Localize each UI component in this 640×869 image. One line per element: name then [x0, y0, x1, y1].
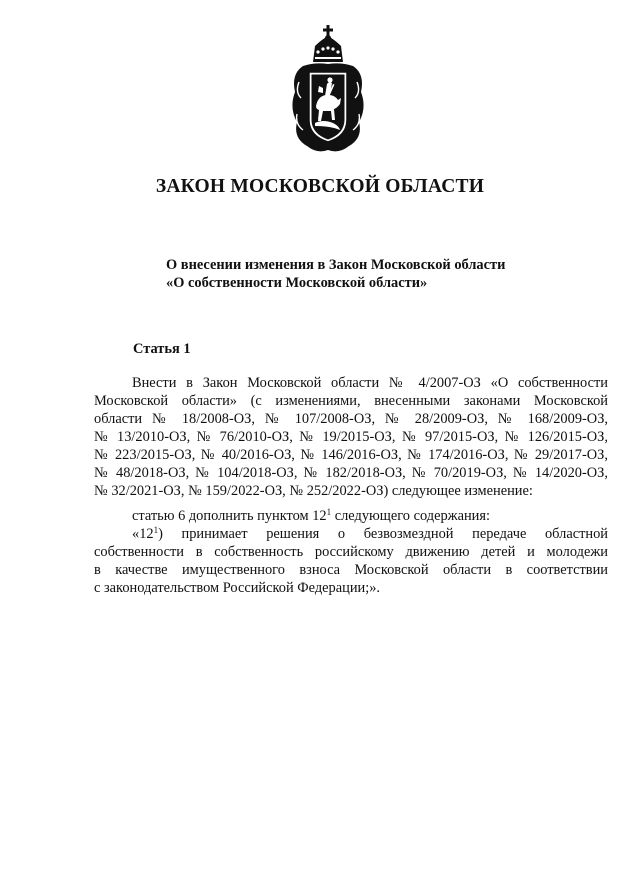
article-heading: Статья 1: [133, 341, 191, 357]
paragraph-line: № 13/2010-ОЗ, № 76/2010-ОЗ, № 19/2015-ОЗ, № 97/2015-ОЗ, № 126/2015-ОЗ,: [94, 429, 608, 445]
paragraph-line: № 223/2015-ОЗ, № 40/2016-ОЗ, № 146/2016-ОЗ, № 174/2016-ОЗ, № 29/2017-ОЗ,: [94, 447, 608, 463]
instruction-text: следующего содержания:: [331, 508, 490, 524]
subtitle-line-2: «О собственности Московской области»: [166, 275, 428, 291]
superscript: 1: [153, 525, 159, 535]
quote-text: ) принимает решения о безвозмездной передаче областной: [158, 526, 608, 542]
law-subtitle: [166, 256, 586, 292]
amendment-instruction: [94, 507, 608, 525]
quote-first-line: [94, 525, 608, 543]
quote-line: в качестве имущественного взноса Московской области в соответствии: [94, 562, 608, 578]
paragraph-line: Московской области» (с изменениями, внесенными законами Московской: [94, 393, 608, 409]
paragraph-line: Внести в Закон Московской области № 4/2007-ОЗ «О собственности: [132, 375, 608, 391]
quote-line: собственности в собственность российскому движению детей и молодежи: [94, 544, 608, 560]
superscript: 1: [326, 507, 332, 517]
instruction-text: статью 6 дополнить пунктом 12: [132, 508, 327, 524]
coat-of-arms-emblem: [285, 22, 371, 160]
document-title: ЗАКОН МОСКОВСКОЙ ОБЛАСТИ: [155, 176, 485, 197]
quote-line: с законодательством Российской Федерации;».: [94, 580, 381, 596]
article-paragraph-1: [94, 374, 608, 500]
subtitle-line-1: О внесении изменения в Закон Московской области: [166, 257, 506, 273]
paragraph-line: области № 18/2008-ОЗ, № 107/2008-ОЗ, № 28/2009-ОЗ, № 168/2009-ОЗ,: [94, 411, 608, 427]
article-paragraph-2: [94, 507, 608, 597]
quote-text: «12: [132, 526, 154, 542]
paragraph-line: № 48/2018-ОЗ, № 104/2018-ОЗ, № 182/2018-ОЗ, № 70/2019-ОЗ, № 14/2020-ОЗ,: [94, 465, 608, 481]
paragraph-line: № 32/2021-ОЗ, № 159/2022-ОЗ, № 252/2022-ОЗ) следующее изменение:: [94, 483, 533, 499]
